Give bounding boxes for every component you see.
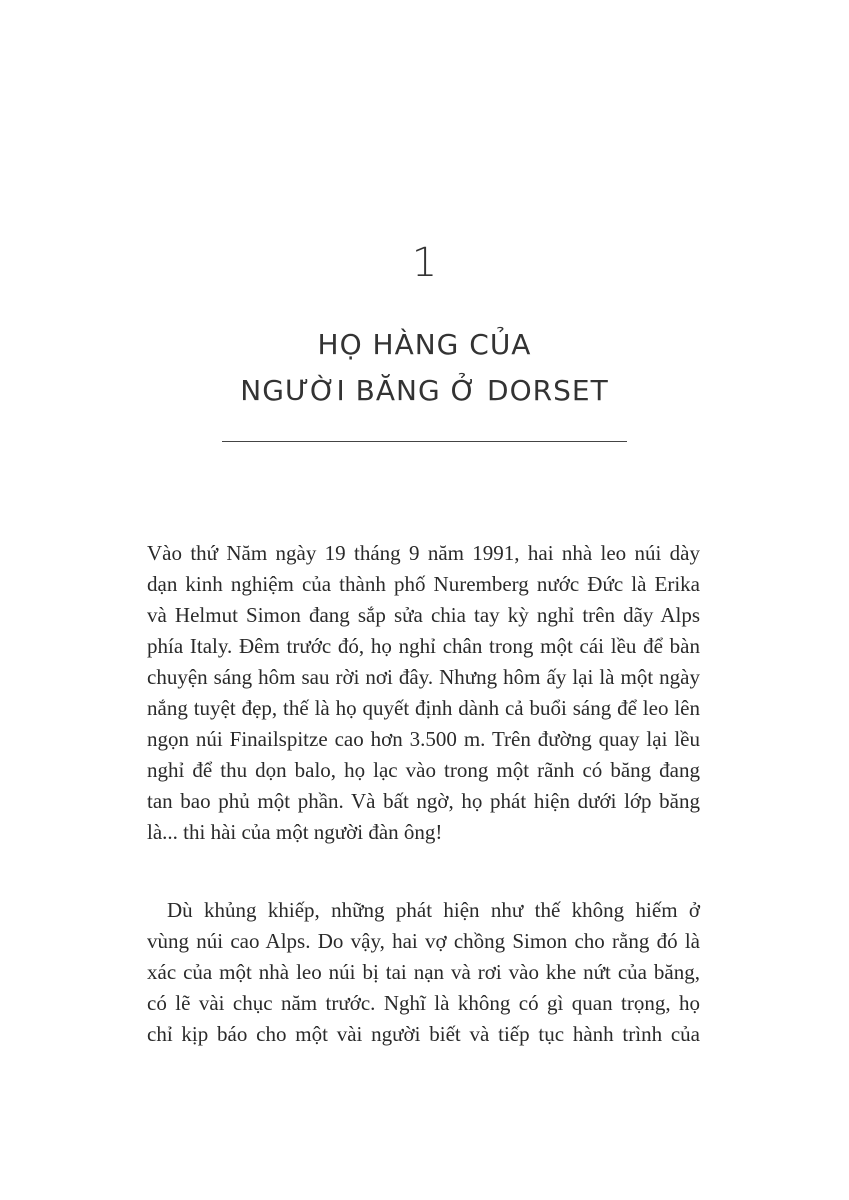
text-line: nắng tuyệt đẹp, thế là họ quyết định dành cả buổi sáng để leo lên xyxy=(147,696,700,720)
text-line: Vào thứ Năm ngày 19 tháng 9 năm 1991, hai nhà leo núi dày xyxy=(147,541,700,565)
text-line: dạn kinh nghiệm của thành phố Nuremberg nước Đức là Erika xyxy=(147,572,700,596)
text-line: nghỉ để thu dọn balo, họ lạc vào trong một rãnh có băng đang xyxy=(147,758,700,782)
text-line: chuyện sáng hôm sau rời nơi đây. Nhưng hôm ấy lại là một ngày xyxy=(147,665,700,689)
chapter-title-line-1: HỌ HÀNG CỦA xyxy=(317,328,532,361)
chapter-number: 1 xyxy=(411,240,438,286)
title-divider xyxy=(222,441,627,442)
text-line: là... thi hài của một người đàn ông! xyxy=(147,820,443,844)
text-line: chỉ kịp báo cho một vài người biết và tiếp tục hành trình của xyxy=(147,1022,700,1046)
text-line: có lẽ vài chục năm trước. Nghĩ là không có gì quan trọng, họ xyxy=(147,991,700,1015)
text-line: phía Italy. Đêm trước đó, họ nghỉ chân trong một cái lều để bàn xyxy=(147,634,700,658)
chapter-title-line-2: NGƯỜI BĂNG Ở DORSET xyxy=(240,374,609,407)
text-line: Dù khủng khiếp, những phát hiện như thế không hiếm ở xyxy=(167,898,700,922)
text-line: và Helmut Simon đang sắp sửa chia tay kỳ nghỉ trên dãy Alps xyxy=(147,603,700,627)
text-line: xác của một nhà leo núi bị tai nạn và rơi vào khe nứt của băng, xyxy=(147,960,700,984)
text-line: vùng núi cao Alps. Do vậy, hai vợ chồng Simon cho rằng đó là xyxy=(147,929,700,953)
text-line: tan bao phủ một phần. Và bất ngờ, họ phát hiện dưới lớp băng xyxy=(147,789,700,813)
text-line: ngọn núi Finailspitze cao hơn 3.500 m. Trên đường quay lại lều xyxy=(147,727,700,751)
